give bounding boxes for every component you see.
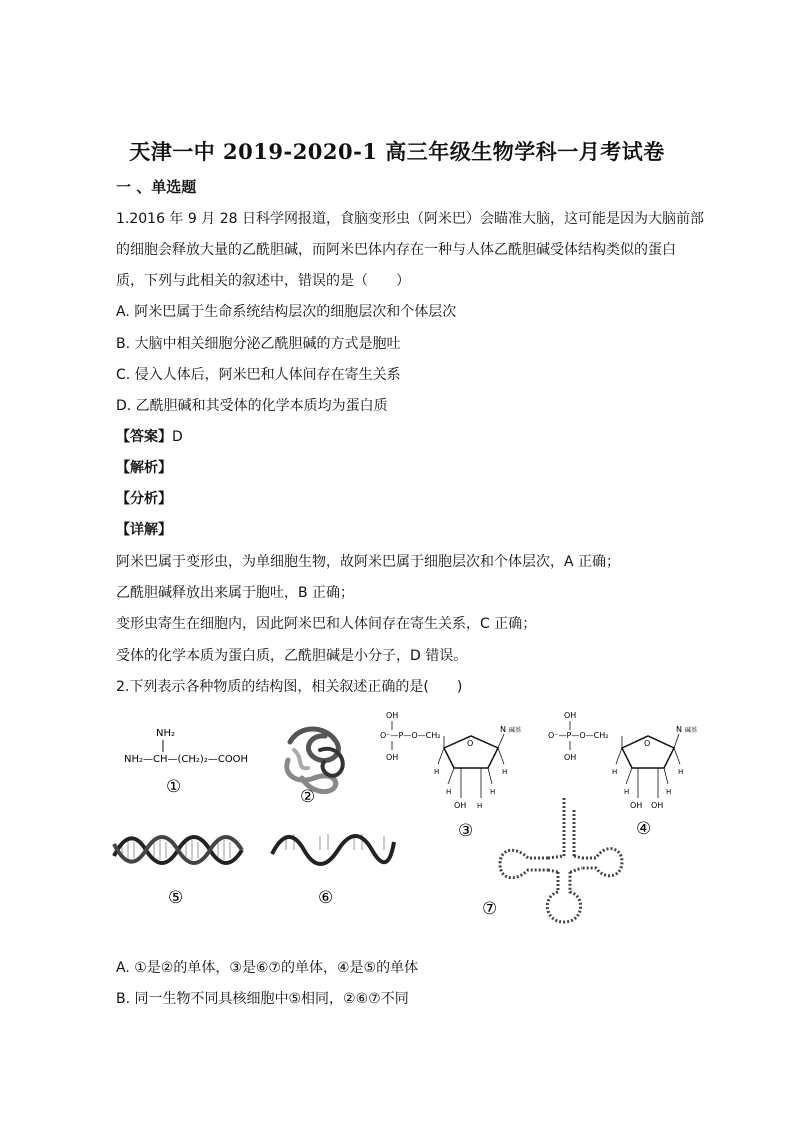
h-3a: H (434, 768, 440, 776)
answer-value: D (172, 429, 183, 445)
q2-option-b: B. 同一生物不同具核细胞中⑤相同，②⑥⑦不同 (116, 991, 409, 1007)
ring-o-3: O (467, 739, 474, 748)
q1-stem-line-3: 质，下列与此相关的叙述中，错误的是（ ） (116, 273, 410, 289)
figure-single-strand (270, 828, 400, 917)
h-3c: H (446, 788, 452, 796)
oh-3a: OH (454, 801, 467, 810)
oh-bottom-3: OH (386, 753, 399, 762)
section-heading: 一 、单选题 (116, 178, 197, 196)
figure-protein (280, 722, 360, 811)
label-1: ① (166, 777, 182, 797)
oh-top-4: OH (564, 711, 577, 720)
q1-option-b: B. 大脑中相关细胞分泌乙酰胆碱的方式是胞吐 (116, 336, 401, 352)
q1-option-c: C. 侵入人体后，阿米巴和人体间存在寄生关系 (116, 367, 401, 383)
figure-double-helix (112, 828, 247, 917)
q1-detail-1: 阿米巴属于变形虫，为单细胞生物，故阿米巴属于细胞层次和个体层次，A 正确； (116, 554, 621, 570)
q1-stem-line-2: 的细胞会释放大量的乙酰胆碱，而阿米巴体内存在一种与人体乙酰胆碱受体结构类似的蛋白 (116, 242, 676, 258)
base-label-4: 碱基 (685, 727, 698, 734)
aa-nh2-label: NH₂ (156, 728, 176, 739)
label-3: ③ (458, 821, 474, 841)
h-3d: H (490, 788, 496, 796)
figure-amino-acid (118, 724, 278, 803)
h-4a: H (612, 768, 618, 776)
h-4c: H (624, 788, 630, 796)
q2-stem: 2.下列表示各种物质的结构图，相关叙述正确的是( ) (116, 679, 463, 695)
aa-chain-label: NH₂—CH—(CH₂)₂—COOH (124, 754, 249, 765)
h-3e: H (477, 802, 483, 810)
page-title: 天津一中 2019-2020-1 高三年级生物学科一月考试卷 (129, 139, 665, 164)
n-label-4: N (676, 725, 682, 734)
oh-4a: OH (630, 801, 643, 810)
phosphate-3: O⁻—P—O—CH₂ (380, 731, 441, 740)
oh-bottom-4: OH (564, 753, 577, 762)
label-7: ⑦ (482, 899, 498, 919)
ring-o-4: O (644, 739, 651, 748)
q1-answer (116, 426, 183, 446)
h-4b: H (678, 768, 684, 776)
q1-option-d: D. 乙酰胆碱和其受体的化学本质均为蛋白质 (116, 398, 388, 414)
label-6: ⑥ (318, 888, 334, 908)
fenxi-tag: 【分析】 (116, 491, 172, 507)
analysis-tag: 【解析】 (116, 460, 172, 476)
base-label-3: 碱基 (509, 727, 522, 734)
detail-tag: 【详解】 (116, 522, 172, 538)
h-4d: H (666, 788, 672, 796)
label-2: ② (300, 787, 316, 807)
q2-option-a: A. ①是②的单体，③是⑥⑦的单体，④是⑤的单体 (116, 960, 419, 976)
oh-top-3: OH (386, 711, 399, 720)
label-5: ⑤ (168, 888, 184, 908)
phosphate-4: O⁻—P—O—CH₂ (548, 731, 609, 740)
q1-detail-3: 变形虫寄生在细胞内，因此阿米巴和人体间存在寄生关系，C 正确； (116, 616, 537, 632)
n-label-3: N (500, 725, 506, 734)
q1-stem-line-1: 1.2016 年 9 月 28 日科学网报道，食脑变形虫（阿米巴）会瞄准大脑，这可能是因为大脑前部 (116, 211, 704, 227)
answer-tag: 【答案】 (116, 429, 172, 445)
q1-detail-4: 受体的化学本质为蛋白质，乙酰胆碱是小分子，D 错误。 (116, 648, 468, 664)
label-4: ④ (636, 819, 652, 839)
h-3b: H (502, 768, 508, 776)
oh-4b: OH (651, 801, 664, 810)
q1-detail-2: 乙酰胆碱释放出来属于胞吐，B 正确； (116, 585, 355, 601)
figure-trna (478, 796, 628, 940)
q1-option-a: A. 阿米巴属于生命系统结构层次的细胞层次和个体层次 (116, 304, 457, 320)
